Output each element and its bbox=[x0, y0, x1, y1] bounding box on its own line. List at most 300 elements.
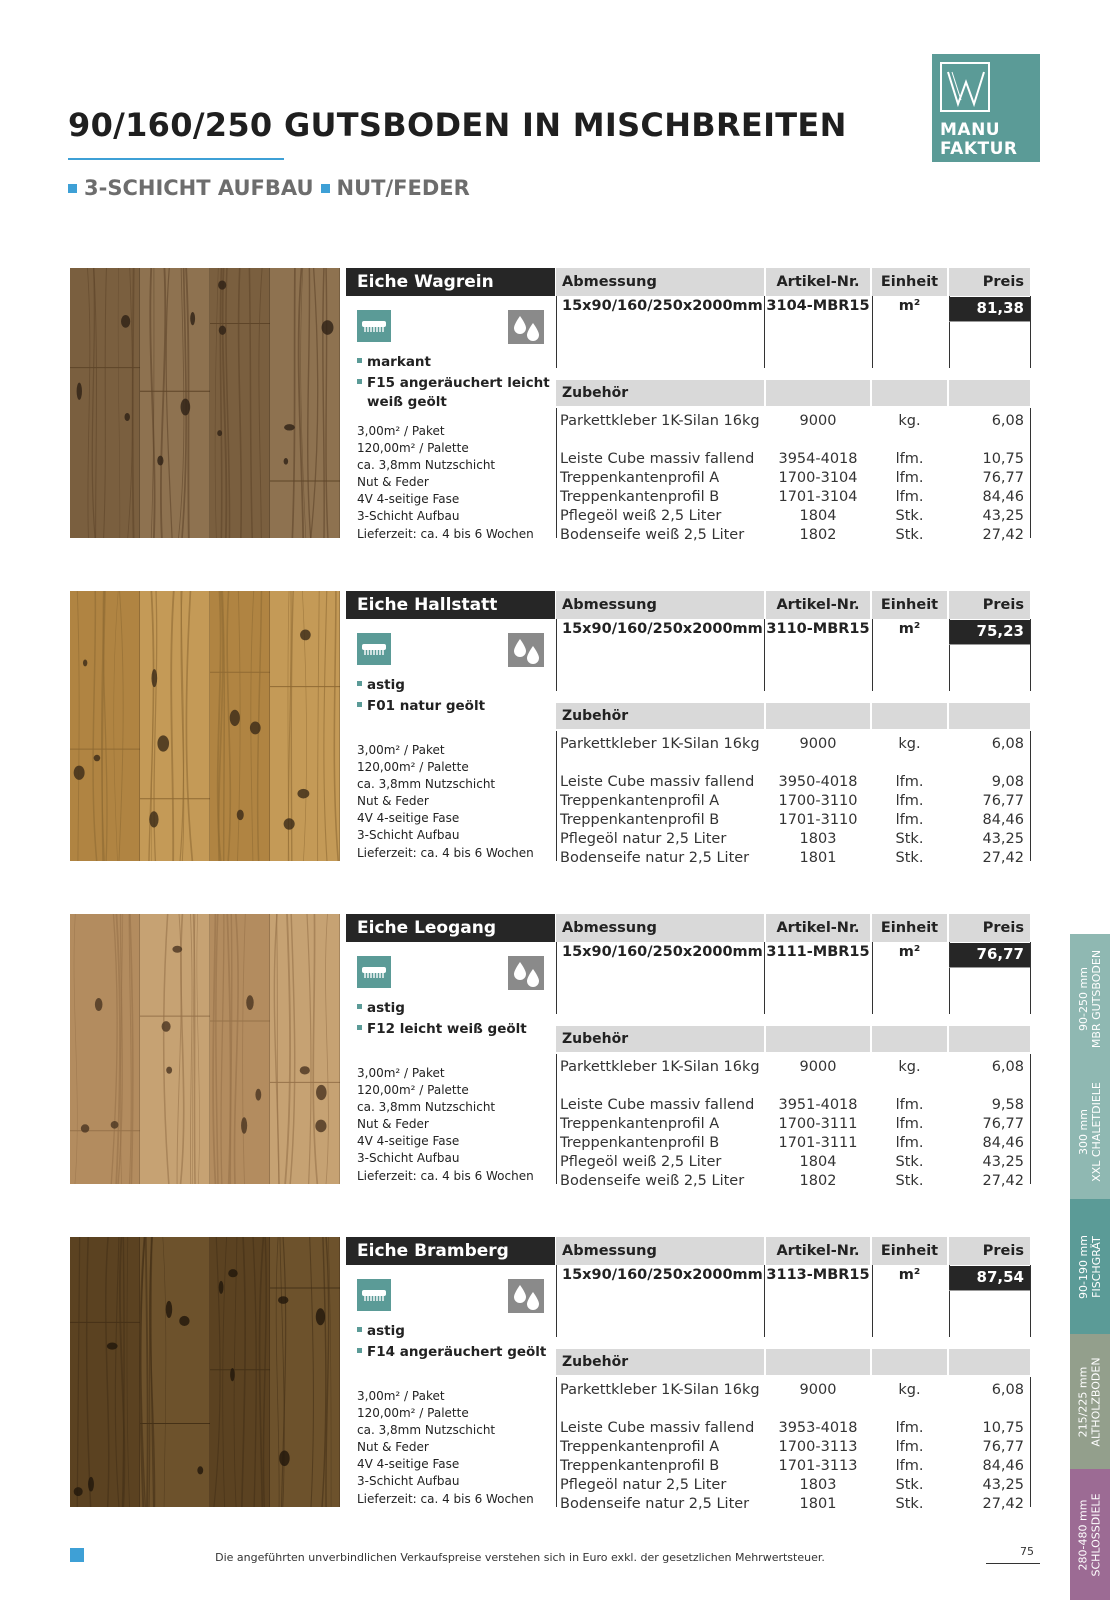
column-header-unit: Einheit bbox=[872, 591, 947, 619]
accessory-price: 43,25 bbox=[982, 1477, 1024, 1493]
accessory-name: Leiste Cube massiv fallend bbox=[560, 1420, 755, 1436]
subtitle-joint: NUT/FEDER bbox=[336, 176, 470, 200]
product-property bbox=[357, 999, 405, 1018]
product-block bbox=[68, 914, 1042, 1189]
accessory-price: 76,77 bbox=[982, 470, 1024, 486]
finish-text: F01 natur geölt bbox=[367, 698, 486, 714]
accessory-article: 1804 bbox=[799, 508, 837, 524]
accessory-unit: lfm. bbox=[895, 470, 924, 486]
page-number-rule bbox=[986, 1563, 1040, 1564]
accessory-price: 6,08 bbox=[991, 1382, 1024, 1398]
price-table bbox=[556, 1237, 1042, 1512]
accessory-name: Pflegeöl natur 2,5 Liter bbox=[560, 1477, 727, 1493]
table-rule bbox=[1030, 619, 1031, 691]
chapter-tab-label bbox=[1070, 1199, 1110, 1334]
accessories-header: Zubehör bbox=[556, 1349, 764, 1375]
accessory-unit: lfm. bbox=[895, 793, 924, 809]
accessory-price: 43,25 bbox=[982, 508, 1024, 524]
accessory-unit: Stk. bbox=[895, 1477, 924, 1493]
accessory-article: 9000 bbox=[799, 736, 837, 752]
accessory-price: 6,08 bbox=[991, 1059, 1024, 1075]
spec-line: 120,00m² / Palette bbox=[357, 760, 469, 775]
wood-sample-image bbox=[70, 268, 340, 538]
column-header-article: Artikel-Nr. bbox=[766, 914, 870, 942]
spec-line: 3,00m² / Paket bbox=[357, 743, 445, 757]
spec-line: 3-Schicht Aufbau bbox=[357, 828, 460, 843]
accessory-name: Bodenseife weiß 2,5 Liter bbox=[560, 1173, 745, 1189]
table-rule bbox=[872, 296, 873, 368]
accessory-unit: Stk. bbox=[895, 831, 924, 847]
column-header-price: Preis bbox=[949, 914, 1030, 942]
accessory-article: 3950-4018 bbox=[778, 774, 858, 790]
accessory-unit: Stk. bbox=[895, 850, 924, 866]
table-rule bbox=[1030, 408, 1031, 538]
accessory-name: Treppenkantenprofil A bbox=[560, 793, 720, 809]
main-dimension: 15x90/160/250x2000mm bbox=[562, 298, 763, 314]
product-property bbox=[357, 1322, 405, 1341]
accessory-unit: lfm. bbox=[895, 1420, 924, 1436]
spec-line: ca. 3,8mm Nutzschicht bbox=[357, 458, 496, 473]
table-rule bbox=[556, 731, 557, 861]
spec-line: Nut & Feder bbox=[357, 1117, 429, 1132]
accessory-unit: kg. bbox=[898, 736, 921, 752]
spec-line: Lieferzeit: ca. 4 bis 6 Wochen bbox=[357, 845, 534, 860]
accessory-article: 1803 bbox=[799, 1477, 837, 1493]
accessory-price: 27,42 bbox=[982, 527, 1024, 543]
column-header-dimension: Abmessung bbox=[556, 914, 764, 942]
brush-icon bbox=[357, 956, 391, 988]
accessory-unit: Stk. bbox=[895, 1496, 924, 1512]
accessory-price: 6,08 bbox=[991, 736, 1024, 752]
accessory-article: 1701-3110 bbox=[778, 812, 858, 828]
main-dimension: 15x90/160/250x2000mm bbox=[562, 621, 763, 637]
spec-line: 120,00m² / Palette bbox=[357, 1406, 469, 1421]
accessory-unit: lfm. bbox=[895, 1116, 924, 1132]
spec-line: 3,00m² / Paket bbox=[357, 1066, 445, 1080]
spec-line: Lieferzeit: ca. 4 bis 6 Wochen bbox=[357, 526, 534, 541]
chapter-tab[interactable] bbox=[1070, 1334, 1110, 1469]
accessories-header-fill bbox=[949, 703, 1030, 729]
accessory-price: 84,46 bbox=[982, 812, 1024, 828]
price-footnote: Die angeführten unverbindlichen Verkaufspreise verstehen sich in Euro exkl. der gesetzlichen Mehrwertsteuer. bbox=[215, 1551, 825, 1564]
product-specs bbox=[357, 1388, 555, 1508]
table-rule bbox=[949, 619, 950, 691]
accessory-article: 1700-3113 bbox=[778, 1439, 858, 1455]
accessory-name: Pflegeöl weiß 2,5 Liter bbox=[560, 508, 722, 524]
drops-icon bbox=[508, 310, 544, 344]
accessory-name: Treppenkantenprofil A bbox=[560, 1439, 720, 1455]
product-info bbox=[346, 591, 555, 863]
accessory-article: 1801 bbox=[799, 1496, 837, 1512]
product-info bbox=[346, 268, 555, 540]
chapter-tab-width: 300 mm bbox=[1077, 1108, 1090, 1155]
table-rule bbox=[556, 296, 557, 368]
accessory-unit: kg. bbox=[898, 413, 921, 429]
chapter-tab[interactable] bbox=[1070, 1064, 1110, 1199]
accessory-price: 76,77 bbox=[982, 1116, 1024, 1132]
product-finish bbox=[357, 1343, 546, 1362]
main-dimension: 15x90/160/250x2000mm bbox=[562, 1267, 763, 1283]
column-header-dimension: Abmessung bbox=[556, 591, 764, 619]
table-rule bbox=[556, 1054, 557, 1184]
bullet-icon bbox=[357, 358, 362, 363]
spec-line: 3-Schicht Aufbau bbox=[357, 509, 460, 524]
drops-icon bbox=[508, 1279, 544, 1313]
accessory-article: 1804 bbox=[799, 1154, 837, 1170]
accessory-name: Leiste Cube massiv fallend bbox=[560, 1097, 755, 1113]
column-header-unit: Einheit bbox=[872, 914, 947, 942]
chapter-tab-text bbox=[1077, 1357, 1103, 1446]
accessory-name: Bodenseife natur 2,5 Liter bbox=[560, 850, 750, 866]
bullet-icon bbox=[357, 702, 362, 707]
table-rule bbox=[1030, 731, 1031, 861]
table-rule bbox=[1030, 1054, 1031, 1184]
table-rule bbox=[949, 942, 950, 1014]
accessory-price: 76,77 bbox=[982, 793, 1024, 809]
accessory-name: Parkettkleber 1K-Silan 16kg bbox=[560, 736, 760, 752]
property-text: markant bbox=[367, 354, 431, 370]
table-rule bbox=[1030, 296, 1031, 368]
main-price: 81,38 bbox=[949, 297, 1030, 321]
accessory-article: 1701-3104 bbox=[778, 489, 858, 505]
chapter-tab-text bbox=[1077, 1493, 1103, 1576]
table-rule bbox=[1030, 1265, 1031, 1337]
chapter-tab-text bbox=[1077, 1082, 1103, 1182]
accessory-article: 1700-3111 bbox=[778, 1116, 858, 1132]
main-price: 75,23 bbox=[949, 620, 1030, 644]
column-header-article: Artikel-Nr. bbox=[766, 1237, 870, 1265]
accessory-name: Pflegeöl weiß 2,5 Liter bbox=[560, 1154, 722, 1170]
table-rule bbox=[556, 408, 557, 538]
accessory-unit: kg. bbox=[898, 1059, 921, 1075]
accessories-header-fill bbox=[766, 703, 870, 729]
accessories-header-fill bbox=[872, 1349, 947, 1375]
accessory-price: 27,42 bbox=[982, 1496, 1024, 1512]
chapter-tab-text bbox=[1077, 1235, 1103, 1299]
accessory-article: 1802 bbox=[799, 527, 837, 543]
accessory-unit: lfm. bbox=[895, 1458, 924, 1474]
accessory-article: 9000 bbox=[799, 1382, 837, 1398]
column-header-price: Preis bbox=[949, 1237, 1030, 1265]
property-text: astig bbox=[367, 677, 405, 693]
accessories-header-fill bbox=[872, 703, 947, 729]
accessory-price: 9,58 bbox=[991, 1097, 1024, 1113]
bullet-square-icon bbox=[68, 184, 77, 193]
chapter-tab-title: MBR GUTSBODEN bbox=[1090, 949, 1103, 1049]
accessory-name: Bodenseife weiß 2,5 Liter bbox=[560, 527, 745, 543]
accessory-article: 1700-3104 bbox=[778, 470, 858, 486]
spec-line: Lieferzeit: ca. 4 bis 6 Wochen bbox=[357, 1491, 534, 1506]
accessories-header: Zubehör bbox=[556, 1026, 764, 1052]
chapter-tab-text bbox=[1077, 950, 1103, 1048]
column-header-unit: Einheit bbox=[872, 1237, 947, 1265]
product-name: Eiche Hallstatt bbox=[346, 591, 555, 619]
accessory-name: Pflegeöl natur 2,5 Liter bbox=[560, 831, 727, 847]
wood-sample-image bbox=[70, 591, 340, 861]
accessory-unit: Stk. bbox=[895, 508, 924, 524]
table-rule bbox=[556, 942, 557, 1014]
bullet-icon bbox=[357, 1327, 362, 1332]
accessory-name: Parkettkleber 1K-Silan 16kg bbox=[560, 1382, 760, 1398]
accessory-article: 3954-4018 bbox=[778, 451, 858, 467]
finish-text: F15 angeräuchert leicht bbox=[367, 375, 550, 391]
product-block bbox=[68, 268, 1042, 543]
product-name: Eiche Bramberg bbox=[346, 1237, 555, 1265]
chapter-tab-title: XXL CHALETDIELE bbox=[1090, 1081, 1103, 1182]
accessory-article: 1700-3110 bbox=[778, 793, 858, 809]
chapter-tab[interactable] bbox=[1070, 1469, 1110, 1600]
accessory-unit: lfm. bbox=[895, 1097, 924, 1113]
price-table bbox=[556, 914, 1042, 1189]
drops-icon bbox=[508, 956, 544, 990]
table-rule bbox=[764, 296, 765, 368]
manufaktur-logo bbox=[932, 54, 1040, 162]
table-rule bbox=[764, 1265, 765, 1337]
product-name: Eiche Leogang bbox=[346, 914, 555, 942]
accessory-name: Treppenkantenprofil B bbox=[560, 1458, 720, 1474]
property-text: astig bbox=[367, 1000, 405, 1016]
title-underline bbox=[68, 158, 284, 160]
main-price: 87,54 bbox=[949, 1266, 1030, 1290]
accessories-header-fill bbox=[949, 380, 1030, 406]
accessory-unit: Stk. bbox=[895, 527, 924, 543]
table-rule bbox=[949, 321, 1030, 322]
accessory-unit: lfm. bbox=[895, 451, 924, 467]
table-rule bbox=[1030, 942, 1031, 1014]
table-rule bbox=[556, 1377, 557, 1507]
accessory-name: Leiste Cube massiv fallend bbox=[560, 774, 755, 790]
accessory-article: 1701-3113 bbox=[778, 1458, 858, 1474]
bullet-icon bbox=[357, 681, 362, 686]
product-finish bbox=[357, 1020, 527, 1039]
spec-line: ca. 3,8mm Nutzschicht bbox=[357, 777, 496, 792]
wood-sample-image bbox=[70, 914, 340, 1184]
product-specs bbox=[357, 742, 555, 862]
spec-line: 120,00m² / Palette bbox=[357, 441, 469, 456]
column-header-unit: Einheit bbox=[872, 268, 947, 296]
accessory-name: Bodenseife natur 2,5 Liter bbox=[560, 1496, 750, 1512]
spec-line: 3-Schicht Aufbau bbox=[357, 1474, 460, 1489]
spec-line: Nut & Feder bbox=[357, 475, 429, 490]
accessories-header-fill bbox=[949, 1349, 1030, 1375]
table-rule bbox=[872, 619, 873, 691]
price-table bbox=[556, 591, 1042, 866]
bullet-square-icon bbox=[321, 184, 330, 193]
chapter-tab-label bbox=[1070, 934, 1110, 1064]
brush-icon bbox=[357, 1279, 391, 1311]
column-header-dimension: Abmessung bbox=[556, 1237, 764, 1265]
table-rule bbox=[949, 296, 950, 368]
spec-line: 4V 4-seitige Fase bbox=[357, 1134, 460, 1149]
accessory-price: 27,42 bbox=[982, 850, 1024, 866]
spec-line: 3,00m² / Paket bbox=[357, 424, 445, 438]
accessory-price: 9,08 bbox=[991, 774, 1024, 790]
accessory-price: 76,77 bbox=[982, 1439, 1024, 1455]
table-rule bbox=[556, 619, 557, 691]
accessory-unit: Stk. bbox=[895, 1154, 924, 1170]
accessory-name: Leiste Cube massiv fallend bbox=[560, 451, 755, 467]
chapter-tab-width: 280-480 mm bbox=[1077, 1499, 1091, 1570]
main-article-number: 3113-MBR15 bbox=[766, 1267, 870, 1283]
page-title: 90/160/250 GUTSBODEN IN MISCHBREITEN bbox=[68, 106, 847, 144]
accessory-unit: lfm. bbox=[895, 774, 924, 790]
chapter-tab-width: 90-250 mm bbox=[1077, 967, 1090, 1031]
main-unit: m² bbox=[898, 298, 921, 314]
accessory-price: 10,75 bbox=[982, 451, 1024, 467]
table-rule bbox=[949, 1265, 950, 1337]
accessory-unit: Stk. bbox=[895, 1173, 924, 1189]
spec-line: Lieferzeit: ca. 4 bis 6 Wochen bbox=[357, 1168, 534, 1183]
accessory-article: 1801 bbox=[799, 850, 837, 866]
table-rule bbox=[764, 942, 765, 1014]
accessory-name: Treppenkantenprofil A bbox=[560, 1116, 720, 1132]
finish-text: F14 angeräuchert geölt bbox=[367, 1344, 547, 1360]
accessory-price: 10,75 bbox=[982, 1420, 1024, 1436]
accessories-header-fill bbox=[766, 1026, 870, 1052]
accessories-header: Zubehör bbox=[556, 703, 764, 729]
spec-line: 4V 4-seitige Fase bbox=[357, 1457, 460, 1472]
spec-line: Nut & Feder bbox=[357, 1440, 429, 1455]
product-block bbox=[68, 591, 1042, 866]
product-specs bbox=[357, 1065, 555, 1185]
accessory-name: Parkettkleber 1K-Silan 16kg bbox=[560, 1059, 760, 1075]
product-property bbox=[357, 353, 431, 372]
spec-line: Nut & Feder bbox=[357, 794, 429, 809]
accessory-name: Parkettkleber 1K-Silan 16kg bbox=[560, 413, 760, 429]
accessories-header: Zubehör bbox=[556, 380, 764, 406]
chapter-tab-label bbox=[1070, 1469, 1110, 1600]
accessory-article: 1803 bbox=[799, 831, 837, 847]
table-rule bbox=[872, 1265, 873, 1337]
logo-w-icon bbox=[940, 62, 990, 112]
accessory-price: 6,08 bbox=[991, 413, 1024, 429]
accessory-name: Treppenkantenprofil B bbox=[560, 489, 720, 505]
accessory-unit: kg. bbox=[898, 1382, 921, 1398]
subtitle bbox=[68, 176, 470, 200]
accessory-name: Treppenkantenprofil A bbox=[560, 470, 720, 486]
table-rule bbox=[949, 644, 1030, 645]
main-unit: m² bbox=[898, 1267, 921, 1283]
chapter-tab-label bbox=[1070, 1064, 1110, 1199]
spec-line: ca. 3,8mm Nutzschicht bbox=[357, 1423, 496, 1438]
accessory-article: 1802 bbox=[799, 1173, 837, 1189]
accessory-name: Treppenkantenprofil B bbox=[560, 1135, 720, 1151]
spec-line: 3-Schicht Aufbau bbox=[357, 1151, 460, 1166]
finish-text: weiß geölt bbox=[367, 394, 447, 410]
accessory-unit: lfm. bbox=[895, 1439, 924, 1455]
accessory-price: 84,46 bbox=[982, 1135, 1024, 1151]
table-rule bbox=[556, 1265, 557, 1337]
spec-line: 3,00m² / Paket bbox=[357, 1389, 445, 1403]
main-unit: m² bbox=[898, 621, 921, 637]
accessory-article: 3953-4018 bbox=[778, 1420, 858, 1436]
accessory-price: 43,25 bbox=[982, 831, 1024, 847]
product-specs bbox=[357, 423, 555, 543]
column-header-article: Artikel-Nr. bbox=[766, 591, 870, 619]
table-rule bbox=[949, 967, 1030, 968]
main-article-number: 3104-MBR15 bbox=[766, 298, 870, 314]
bullet-icon bbox=[357, 1348, 362, 1353]
accessory-article: 3951-4018 bbox=[778, 1097, 858, 1113]
column-header-dimension: Abmessung bbox=[556, 268, 764, 296]
accessory-price: 27,42 bbox=[982, 1173, 1024, 1189]
product-info bbox=[346, 914, 555, 1186]
accessories-header-fill bbox=[872, 1026, 947, 1052]
finish-text: F12 leicht weiß geölt bbox=[367, 1021, 527, 1037]
chapter-tab-width: 90-190 mm bbox=[1077, 1234, 1091, 1299]
spec-line: 120,00m² / Palette bbox=[357, 1083, 469, 1098]
product-finish bbox=[357, 697, 485, 716]
chapter-tab[interactable] bbox=[1070, 934, 1110, 1064]
accessories-header-fill bbox=[949, 1026, 1030, 1052]
main-article-number: 3110-MBR15 bbox=[766, 621, 870, 637]
price-table bbox=[556, 268, 1042, 543]
main-dimension: 15x90/160/250x2000mm bbox=[562, 944, 763, 960]
accessories-header-fill bbox=[766, 380, 870, 406]
accessory-unit: lfm. bbox=[895, 812, 924, 828]
table-rule bbox=[872, 942, 873, 1014]
chapter-tab-title: FISCHGRÄT bbox=[1090, 1235, 1104, 1298]
chapter-tab-width: 215/225 mm bbox=[1077, 1366, 1090, 1437]
column-header-price: Preis bbox=[949, 268, 1030, 296]
product-property bbox=[357, 676, 405, 695]
main-article-number: 3111-MBR15 bbox=[766, 944, 870, 960]
product-name: Eiche Wagrein bbox=[346, 268, 555, 296]
accessories-header-fill bbox=[766, 1349, 870, 1375]
product-finish bbox=[357, 374, 550, 412]
accessory-article: 9000 bbox=[799, 1059, 837, 1075]
brush-icon bbox=[357, 310, 391, 342]
spec-line: ca. 3,8mm Nutzschicht bbox=[357, 1100, 496, 1115]
bullet-icon bbox=[357, 1025, 362, 1030]
page-number: 75 bbox=[1020, 1545, 1034, 1558]
accessory-article: 1701-3111 bbox=[778, 1135, 858, 1151]
table-rule bbox=[949, 1290, 1030, 1291]
bullet-icon bbox=[357, 1004, 362, 1009]
subtitle-construction: 3-SCHICHT AUFBAU bbox=[84, 176, 314, 200]
accessory-name: Treppenkantenprofil B bbox=[560, 812, 720, 828]
wood-sample-image bbox=[70, 1237, 340, 1507]
logo-line1: MANU bbox=[940, 120, 1001, 140]
spec-line: 4V 4-seitige Fase bbox=[357, 811, 460, 826]
accessory-unit: lfm. bbox=[895, 489, 924, 505]
accessory-price: 43,25 bbox=[982, 1154, 1024, 1170]
chapter-tab[interactable] bbox=[1070, 1199, 1110, 1334]
table-rule bbox=[1030, 1377, 1031, 1507]
logo-line2: FAKTUR bbox=[940, 139, 1018, 159]
drops-icon bbox=[508, 633, 544, 667]
accessory-article: 9000 bbox=[799, 413, 837, 429]
table-rule bbox=[764, 619, 765, 691]
accessories-header-fill bbox=[872, 380, 947, 406]
product-info bbox=[346, 1237, 555, 1509]
spec-line: 4V 4-seitige Fase bbox=[357, 492, 460, 507]
chapter-tab-title: ALTHOLZBODEN bbox=[1090, 1356, 1103, 1447]
brush-icon bbox=[357, 633, 391, 665]
column-header-price: Preis bbox=[949, 591, 1030, 619]
accessory-unit: lfm. bbox=[895, 1135, 924, 1151]
accessory-price: 84,46 bbox=[982, 1458, 1024, 1474]
bullet-icon bbox=[357, 379, 362, 384]
chapter-tab-label bbox=[1070, 1334, 1110, 1469]
main-price: 76,77 bbox=[949, 943, 1030, 967]
main-unit: m² bbox=[898, 944, 921, 960]
property-text: astig bbox=[367, 1323, 405, 1339]
column-header-article: Artikel-Nr. bbox=[766, 268, 870, 296]
accessory-price: 84,46 bbox=[982, 489, 1024, 505]
product-block bbox=[68, 1237, 1042, 1512]
chapter-tab-title: SCHLOSSDIELE bbox=[1090, 1492, 1104, 1577]
